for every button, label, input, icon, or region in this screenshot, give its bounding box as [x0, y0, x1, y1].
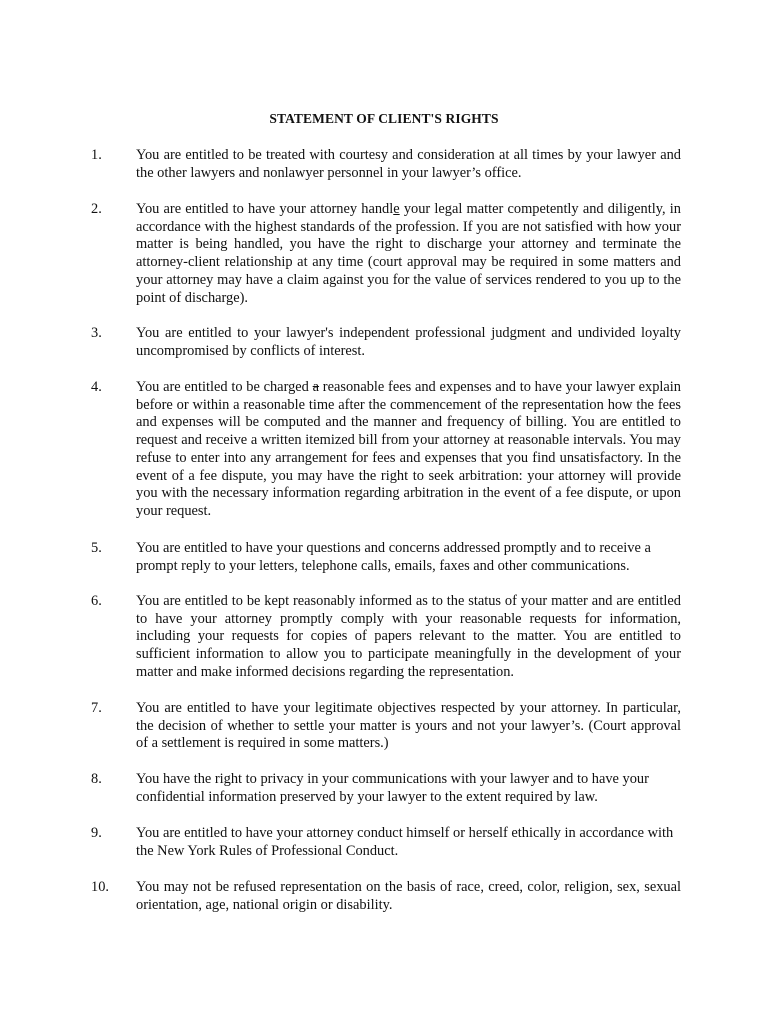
item-number: 1.	[91, 147, 102, 163]
item-text-part: reasonable fees and expenses and to have your lawyer explain before or within a reasonable time after the commencement of the representation how the fees and expenses will be computed and the manner and frequency of billing. You are entitled to request and receive a written itemized bill from your attorney at reasonable intervals. You may refuse to enter into any arrangement for fees and expenses that you find unsatisfactory. In the event of a fee dispute, you may have the right to seek arbitration: your attorney will provide you with the necessary information regarding arbitration in the event of a fee dispute, or upon your request.	[136, 379, 681, 519]
item-number: 9.	[91, 825, 102, 841]
struck-edit: a	[312, 379, 320, 395]
item-number: 2.	[91, 201, 102, 217]
item-text: You have the right to privacy in your communications with your lawyer and to have your confidential information preserved by your lawyer to the extent required by law.	[136, 771, 649, 805]
item-text: You are entitled to have your attorney conduct himself or herself ethically in accordance with the New York Rules of Professional Conduct.	[136, 825, 674, 859]
item-text-part: You are entitled to be charged	[136, 379, 313, 395]
list-item-7	[91, 700, 681, 753]
item-number: 3.	[91, 325, 102, 341]
item-text: You are entitled to be treated with courtesy and consideration at all times by your lawyer and the other lawyers and nonlawyer personnel in your lawyer’s office.	[136, 147, 681, 181]
document-title: STATEMENT OF CLIENT'S RIGHTS	[269, 111, 499, 126]
underlined-edit: e	[393, 201, 400, 217]
item-text	[136, 201, 681, 307]
list-item-2	[91, 201, 681, 307]
item-number: 4.	[91, 379, 102, 395]
item-number: 8.	[91, 771, 102, 787]
item-text: You are entitled to have your legitimate objectives respected by your attorney. In particular, the decision of whether to settle your matter is yours and not your lawyer’s. (Court approval of a settlement is required in some matters.)	[136, 700, 681, 752]
item-text	[136, 379, 681, 521]
item-number: 6.	[91, 593, 102, 609]
item-text: You are entitled to have your questions and concerns addressed promptly and to receive a prompt reply to your letters, telephone calls, emails, faxes and other communications.	[136, 540, 651, 574]
list-item-5	[91, 540, 681, 575]
list-item-6	[91, 593, 681, 682]
item-text: You are entitled to your lawyer's independent professional judgment and undivided loyalty uncompromised by conflicts of interest.	[136, 325, 681, 359]
item-text-part: You are entitled to have your attorney handl	[136, 201, 394, 217]
list-item-4	[91, 379, 681, 521]
item-number: 7.	[91, 700, 102, 716]
list-item-8	[91, 771, 681, 806]
item-text-part: your legal matter competently and diligently, in accordance with the highest standards of the profession. If you are not satisfied with how your matter is being handled, you have the right to discharge your attorney and terminate the attorney-client relationship at any time (court approval may be required in some matters and your attorney may have a claim against you for the value of services rendered to you up to the point of discharge).	[136, 201, 681, 306]
item-text: You may not be refused representation on the basis of race, creed, color, religion, sex, sexual orientation, age, national origin or disability.	[136, 879, 681, 913]
item-number: 10.	[91, 879, 109, 895]
list-item-3	[91, 325, 681, 360]
list-item-1	[91, 147, 681, 182]
list-item-10	[91, 879, 681, 914]
list-item-9	[91, 825, 681, 860]
item-number: 5.	[91, 540, 102, 556]
item-text: You are entitled to be kept reasonably informed as to the status of your matter and are entitled to have your attorney promptly comply with your reasonable requests for information, including your requests for copies of papers relevant to the matter. You are entitled to sufficient information to allow you to participate meaningfully in the development of your matter and make informed decisions regarding the representation.	[136, 593, 681, 680]
